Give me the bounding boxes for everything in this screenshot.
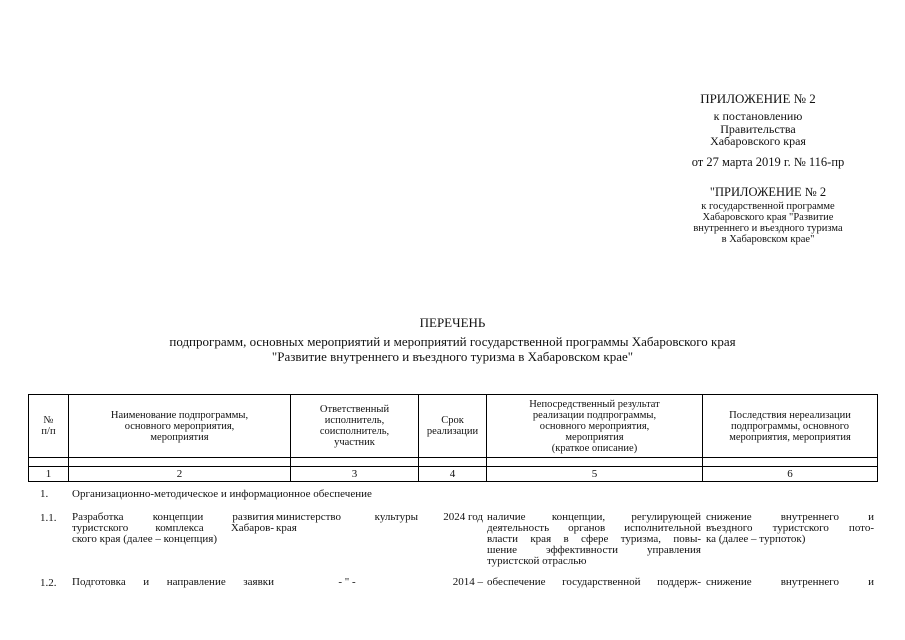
- row-result: [487, 512, 701, 567]
- header-consequences: [703, 395, 878, 458]
- header-consequences-line: мероприятия, мероприятия: [729, 431, 851, 443]
- row-executor-line: края: [276, 522, 297, 534]
- appendix-title: ПРИЛОЖЕНИЕ № 2: [700, 91, 816, 106]
- header-spacer: [29, 458, 878, 467]
- header-term-line: реализации: [426, 426, 479, 437]
- row-name-line: Подготовка и направление заявки: [72, 576, 274, 588]
- row-executor-line: министерство культуры: [276, 511, 418, 523]
- header-result-line: Непосредственный результат: [529, 398, 660, 410]
- document-subtitle-line-2: "Развитие внутреннего и въездного туризма в Хабаровском крае": [271, 348, 634, 364]
- column-number: 3: [291, 467, 419, 482]
- header-consequences-line: подпрограммы, основного: [730, 420, 849, 432]
- program-appendix-line-3: внутреннего и въездного туризма: [693, 223, 843, 234]
- row-name-line: туристского комплекса Хабаров-: [72, 522, 274, 534]
- program-appendix-line-2: Хабаровского края "Развитие: [702, 212, 834, 223]
- spacer-cell: [69, 458, 291, 467]
- section-number: 1.: [40, 488, 49, 500]
- row-term: 2014 –: [452, 576, 483, 588]
- spacer-cell: [487, 458, 703, 467]
- row-result-line: шение эффективности управления: [487, 544, 701, 556]
- spacer-cell: [703, 458, 878, 467]
- row-name: [72, 577, 274, 588]
- row-result-line: туристской отраслью: [487, 555, 587, 567]
- header-name: [69, 395, 291, 458]
- program-appendix-line-1: к государственной программе: [701, 201, 835, 212]
- column-number: 5: [487, 467, 703, 482]
- header-executor-line: Ответственный: [319, 404, 390, 415]
- row-consequences-line: ка (далее – турпоток): [706, 533, 806, 545]
- header-num-line: №: [43, 415, 54, 426]
- row-name-line: Разработка концепции развития: [72, 511, 274, 523]
- appendix-date: от 27 марта 2019 г. № 116-пр: [691, 155, 845, 169]
- appendix-line-2: Правительства: [720, 121, 796, 136]
- header-term: [419, 395, 487, 458]
- row-term: 2024 год: [443, 511, 483, 523]
- column-number: 2: [69, 467, 291, 482]
- appendix-line-3: Хабаровского края: [710, 134, 806, 148]
- row-name: [72, 512, 274, 545]
- appendix-line-1: к постановлению: [713, 109, 803, 123]
- header-result-line: основного мероприятия,: [539, 420, 650, 432]
- header-num-line: п/п: [41, 426, 56, 437]
- program-appendix-title: "ПРИЛОЖЕНИЕ № 2: [709, 185, 827, 199]
- header-result: [487, 395, 703, 458]
- header-term-line: Срок: [441, 415, 464, 426]
- header-consequences-line: Последствия нереализации: [729, 409, 851, 421]
- row-name-line: ского края (далее – концепция): [72, 533, 218, 545]
- header-row: [29, 395, 878, 458]
- row-result-line: деятельность органов исполнительной: [487, 522, 701, 534]
- row-consequences-line: въездного туристского пото-: [706, 522, 874, 534]
- column-number: 4: [419, 467, 487, 482]
- appendix-basis: [668, 110, 848, 148]
- header-result-line: мероприятия: [565, 431, 624, 443]
- document-subtitle-line-1: подпрограмм, основных мероприятий и мероприятий государственной программы Хабаровского края: [169, 334, 736, 349]
- spacer-cell: [419, 458, 487, 467]
- header-executor-line: исполнитель,: [324, 415, 385, 426]
- spacer-cell: [291, 458, 419, 467]
- row-executor: - " -: [338, 576, 356, 588]
- document-subtitle: [0, 335, 905, 364]
- header-name-line: Наименование подпрограммы,: [110, 409, 249, 421]
- program-appendix-line-4: в Хабаровском крае": [721, 234, 815, 245]
- header-result-line: реализации подпрограммы,: [532, 409, 657, 421]
- row-executor: [276, 512, 418, 534]
- row-number: 1.2.: [40, 577, 57, 589]
- column-number-row: [29, 467, 878, 482]
- header-name-line: мероприятия: [150, 431, 209, 443]
- row-result-line: обеспечение государственной поддерж-: [487, 576, 701, 588]
- section-title: Организационно-методическое и информационное обеспечение: [72, 488, 372, 500]
- column-number: 6: [703, 467, 878, 482]
- header-executor-line: соисполнитель,: [319, 426, 390, 437]
- row-number: 1.1.: [40, 512, 57, 524]
- document-title: ПЕРЕЧЕНЬ: [419, 315, 486, 330]
- row-result-line: власти края в сфере туризма, повы-: [487, 533, 701, 545]
- header-result-line: (краткое описание): [551, 442, 638, 454]
- header-executor-line: участник: [334, 437, 375, 448]
- header-executor: [291, 395, 419, 458]
- row-consequences-line: снижение внутреннего и: [706, 511, 874, 523]
- row-consequences: [706, 512, 874, 545]
- header-num: [29, 395, 69, 458]
- row-result: [487, 577, 701, 588]
- column-number: 1: [29, 467, 69, 482]
- program-appendix-desc: [668, 201, 868, 245]
- row-result-line: наличие концепции, регулирующей: [487, 511, 701, 523]
- row-consequences: [706, 577, 874, 588]
- header-name-line: основного мероприятия,: [124, 420, 235, 432]
- program-table-header: [28, 394, 878, 482]
- spacer-cell: [29, 458, 69, 467]
- row-consequences-line: снижение внутреннего и: [706, 576, 874, 588]
